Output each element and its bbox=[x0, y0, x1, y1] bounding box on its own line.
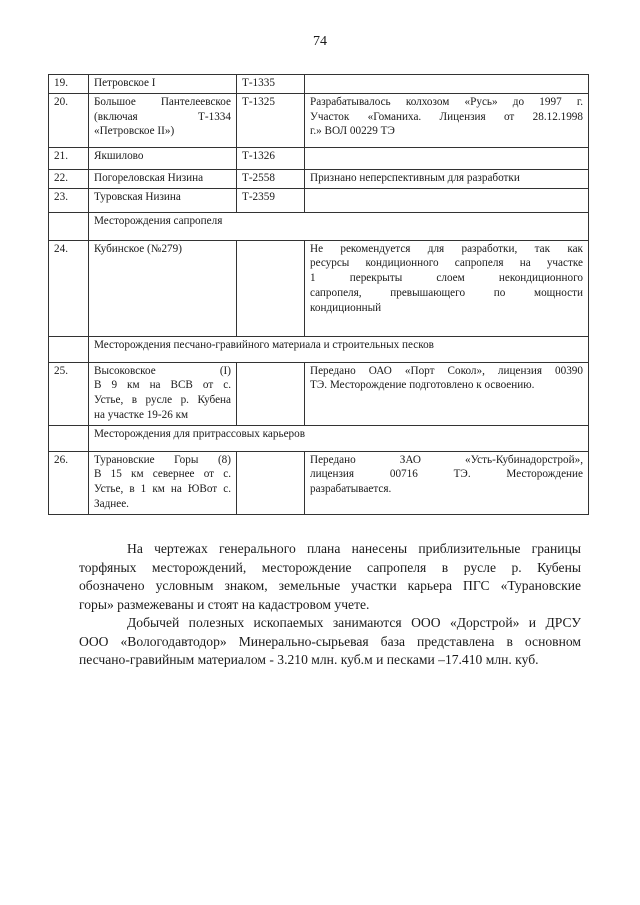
cell-number: 20. bbox=[49, 93, 89, 147]
cell-deposit-name bbox=[89, 147, 237, 169]
deposits-table bbox=[48, 74, 589, 515]
cell-line: ресурсы кондиционного сапропеля на участке bbox=[310, 257, 583, 270]
cell-line: Якшилово bbox=[94, 149, 144, 162]
cell-deposit-name bbox=[89, 169, 237, 188]
body-text bbox=[79, 540, 581, 670]
paragraph-line: обозначено условным знаком, земельные участки карьера ПГС «Турановские bbox=[79, 578, 581, 593]
cell-line: Турановские Горы (8) bbox=[94, 453, 231, 466]
section-row bbox=[49, 212, 589, 240]
table-row bbox=[49, 93, 589, 147]
cell-line: на участке 19-26 км bbox=[94, 408, 189, 421]
cell-line: сапропеля, превышающего по мощности bbox=[310, 286, 583, 299]
table-row bbox=[49, 451, 589, 514]
cell-note bbox=[305, 188, 589, 212]
cell-code: Т-2558 bbox=[237, 169, 305, 188]
cell-line: кондиционный bbox=[310, 301, 382, 314]
cell-deposit-name bbox=[89, 188, 237, 212]
section-title: Месторождения песчано-гравийного материала и строительных песков bbox=[89, 336, 589, 362]
cell-number: 22. bbox=[49, 169, 89, 188]
cell-line: В 9 км на ВСВ от с. bbox=[94, 379, 231, 392]
cell-line: Высоковское (I) bbox=[94, 364, 231, 377]
cell-line: Разрабатывалось колхозом «Русь» до 1997 г. bbox=[310, 95, 583, 108]
paragraph-line: Добычей полезных ископаемых занимаются ООО «Дорстрой» и ДРСУ bbox=[127, 615, 581, 630]
cell-number: 25. bbox=[49, 362, 89, 425]
cell-number: 19. bbox=[49, 75, 89, 94]
cell-code: Т-1335 bbox=[237, 75, 305, 94]
table-row bbox=[49, 147, 589, 169]
cell-line: Заднее. bbox=[94, 498, 129, 511]
section-title: Месторождения для притрассовых карьеров bbox=[89, 425, 589, 451]
section-row bbox=[49, 425, 589, 451]
cell-line: Большое Пантелеевское bbox=[94, 95, 231, 108]
cell-line: Не рекомендуется для разработки, так как bbox=[310, 242, 583, 255]
cell-line: 1 перекрыты слоем некондиционного bbox=[310, 272, 583, 285]
cell-code bbox=[237, 240, 305, 336]
cell-code bbox=[237, 362, 305, 425]
cell-line: «Петровское II») bbox=[94, 125, 175, 138]
cell-line: ТЭ. Месторождение подготовлено к освоению. bbox=[310, 379, 535, 392]
cell-note bbox=[305, 451, 589, 514]
cell-line: В 15 км севернее от с. bbox=[94, 468, 231, 481]
cell-number: 23. bbox=[49, 188, 89, 212]
cell-number: 26. bbox=[49, 451, 89, 514]
cell-line: Кубинское (№279) bbox=[94, 242, 182, 255]
cell-number bbox=[49, 336, 89, 362]
cell-note bbox=[305, 169, 589, 188]
cell-line: Признано неперспективным для разработки bbox=[310, 171, 520, 184]
paragraph-line: горы» размежеваны и стоят на кадастровом учете. bbox=[79, 596, 370, 612]
cell-deposit-name bbox=[89, 362, 237, 425]
table-row bbox=[49, 240, 589, 336]
cell-note bbox=[305, 93, 589, 147]
section-title: Месторождения сапропеля bbox=[89, 212, 589, 240]
cell-line: г.» ВОЛ 00229 ТЭ bbox=[310, 125, 395, 138]
cell-number bbox=[49, 212, 89, 240]
cell-line: Передано ЗАО «Усть-Кубинадорстрой», bbox=[310, 453, 583, 466]
paragraph-line: На чертежах генерального плана нанесены приблизительные границы bbox=[127, 541, 581, 556]
table-row bbox=[49, 362, 589, 425]
cell-line: разрабатывается. bbox=[310, 483, 392, 496]
cell-code bbox=[237, 451, 305, 514]
cell-line: Устье, в русле р. Кубена bbox=[94, 394, 231, 407]
cell-note bbox=[305, 75, 589, 94]
cell-line: Участок «Гоманиха. Лицензия от 28.12.1998 bbox=[310, 110, 583, 123]
table-row bbox=[49, 188, 589, 212]
paragraph-line: песчано-гравийным материалом - 3.210 млн. куб.м и песками –17.410 млн. куб. bbox=[79, 652, 539, 667]
paragraph bbox=[79, 614, 581, 670]
page-number: 74 bbox=[313, 34, 327, 49]
cell-number: 24. bbox=[49, 240, 89, 336]
cell-note bbox=[305, 362, 589, 425]
cell-line: Устье, в 1 км на ЮВот с. bbox=[94, 483, 231, 496]
cell-number: 21. bbox=[49, 147, 89, 169]
section-row bbox=[49, 336, 589, 362]
paragraph-line: ООО «Вологодавтодор» Минерально-сырьевая база представлена в основном bbox=[79, 633, 581, 649]
table-row bbox=[49, 169, 589, 188]
cell-deposit-name bbox=[89, 240, 237, 336]
table-row bbox=[49, 75, 589, 94]
cell-note bbox=[305, 147, 589, 169]
cell-line: Передано ОАО «Порт Сокол», лицензия 00390 bbox=[310, 364, 583, 377]
cell-line: лицензия 00716 ТЭ. Месторождение bbox=[310, 468, 583, 481]
cell-code: Т-2359 bbox=[237, 188, 305, 212]
cell-line: (включая Т-1334 bbox=[94, 110, 231, 123]
deposits-table-body bbox=[49, 75, 589, 515]
cell-deposit-name bbox=[89, 93, 237, 147]
paragraph-line: торфяных месторождений, месторождение сапропеля в русле р. Кубены bbox=[79, 559, 581, 575]
cell-note bbox=[305, 240, 589, 336]
cell-number bbox=[49, 425, 89, 451]
cell-line: Туровская Низина bbox=[94, 190, 181, 203]
paragraph bbox=[79, 540, 581, 614]
cell-line: Петровское I bbox=[94, 77, 156, 89]
cell-deposit-name bbox=[89, 75, 237, 94]
cell-deposit-name bbox=[89, 451, 237, 514]
cell-code: Т-1325 bbox=[237, 93, 305, 147]
cell-line: Погореловская Низина bbox=[94, 171, 204, 184]
cell-code: Т-1326 bbox=[237, 147, 305, 169]
